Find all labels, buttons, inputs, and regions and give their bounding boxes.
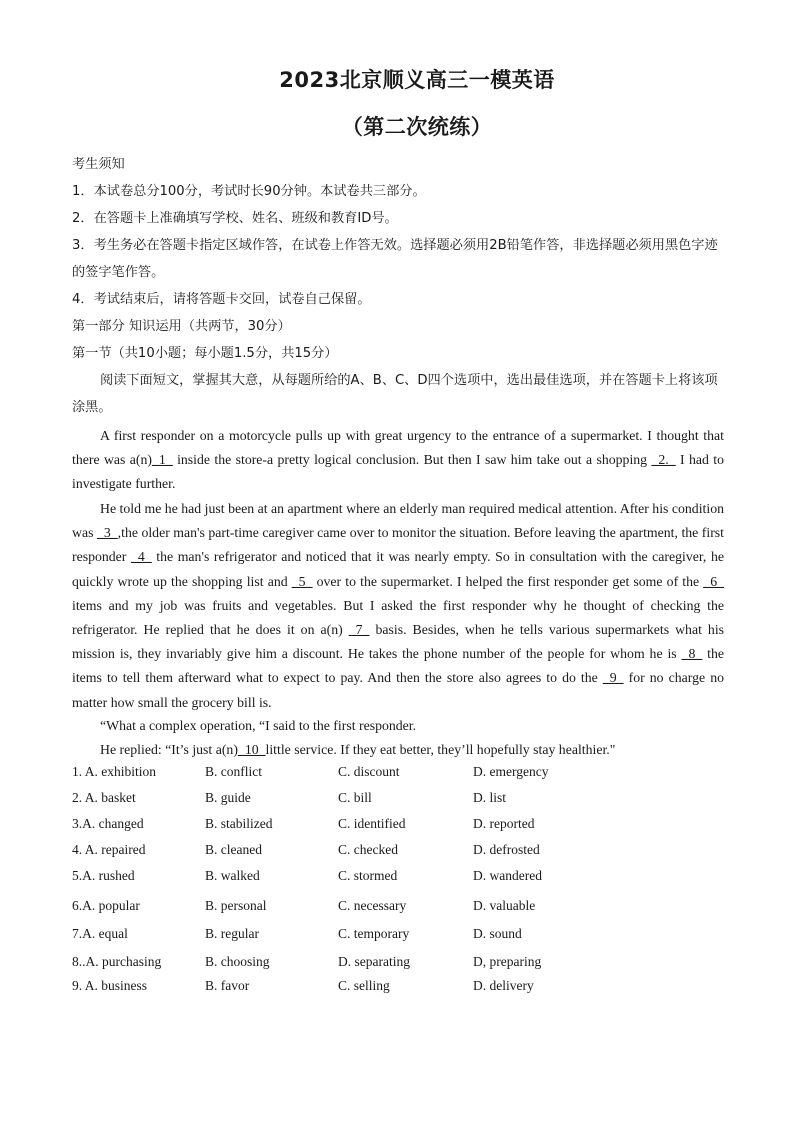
- option-d: D, preparing: [473, 954, 542, 969]
- blank-3: _3_: [96, 525, 118, 541]
- option-b: B. walked: [205, 868, 260, 883]
- blank-6: _6_: [703, 573, 724, 589]
- option-c: C. checked: [338, 842, 398, 857]
- blank-9: _9_: [602, 670, 624, 686]
- passage-text: I had to investigate further.: [72, 452, 724, 492]
- blank-10: _10_: [237, 742, 266, 757]
- option-d: D. sound: [473, 926, 522, 941]
- passage-text: the man's refrigerator and noticed that it was nearly empty. So in consultation with the caregiver, he quickly wrote up the shopping list and: [72, 549, 724, 589]
- instruction-item: 4．考试结束后，请将答题卡交回，试卷自己保留。: [72, 292, 371, 307]
- option-a: 9. A. business: [72, 978, 148, 993]
- option-c: C. stormed: [338, 868, 398, 883]
- option-c: D. separating: [338, 954, 410, 969]
- option-b: B. regular: [205, 926, 259, 941]
- passage-text: little service. If they eat better, they’ll hopefully stay healthier.": [265, 742, 616, 757]
- option-a: 6.A. popular: [72, 898, 140, 913]
- instruction-item: 2．在答题卡上准确填写学校、姓名、班级和教育ID号。: [72, 211, 398, 226]
- passage-paragraph-2: [72, 497, 724, 715]
- option-row: [72, 954, 724, 978]
- option-c: C. selling: [338, 978, 390, 993]
- option-c: C. temporary: [338, 926, 410, 941]
- option-row: [72, 842, 724, 868]
- option-c: C. necessary: [338, 898, 407, 913]
- passage-paragraph-4: [72, 738, 724, 762]
- blank-2: _2._: [651, 452, 676, 468]
- option-a: 1. A. exhibition: [72, 764, 156, 779]
- option-b: B. cleaned: [205, 842, 262, 857]
- option-row: [72, 978, 724, 1004]
- passage-text: He told me he had just been at an apartment where an elderly man required medical attention. After his condition was: [72, 501, 724, 541]
- option-b: B. choosing: [205, 954, 270, 969]
- option-row: [72, 926, 724, 952]
- instruction-item: 1．本试卷总分100分，考试时长90分钟。本试卷共三部分。: [72, 184, 426, 199]
- option-d: D. emergency: [473, 764, 549, 779]
- blank-1: _1_: [151, 452, 173, 468]
- section-heading: 第一节（共10小题；每小题1.5分，共15分）: [72, 346, 338, 361]
- option-d: D. defrosted: [473, 842, 540, 857]
- option-a: 2. A. basket: [72, 790, 136, 805]
- option-b: B. guide: [205, 790, 251, 805]
- part-heading: 第一部分 知识运用（共两节，30分）: [72, 319, 291, 334]
- blank-8: _8_: [681, 646, 703, 662]
- option-a: 3.A. changed: [72, 816, 144, 831]
- option-b: B. favor: [205, 978, 250, 993]
- option-row: [72, 790, 724, 816]
- passage-text: He replied: “It’s just a(n): [100, 742, 238, 757]
- page-subtitle: （第二次统练）: [341, 115, 493, 139]
- blank-4: _4_: [130, 549, 152, 565]
- passage-text: A first responder on a motorcycle pulls up with great urgency to the entrance of a supermarket. I thought that there was a(n): [72, 428, 724, 468]
- passage-paragraph-3: “What a complex operation, “I said to the first responder.: [100, 718, 417, 733]
- option-d: D. valuable: [473, 898, 536, 913]
- option-row: [72, 816, 724, 842]
- answer-options: [72, 764, 724, 998]
- option-a: 8..A. purchasing: [72, 954, 162, 969]
- passage-text: for no charge no matter how small the grocery bill is.: [72, 670, 724, 710]
- option-c: C. bill: [338, 790, 372, 805]
- option-row: [72, 898, 724, 926]
- passage-text: inside the store-a pretty logical conclusion. But then I saw him take out a shopping: [177, 452, 648, 468]
- option-b: B. personal: [205, 898, 267, 913]
- page-title: 2023北京顺义高三一模英语: [279, 68, 555, 92]
- option-b: B. conflict: [205, 764, 262, 779]
- directions-text: 阅读下面短文，掌握其大意，从每题所给的A、B、C、D四个选项中，选出最佳选项，并在答题卡上将该项涂黑。: [72, 373, 718, 415]
- option-row: [72, 868, 724, 894]
- option-a: 7.A. equal: [72, 926, 128, 941]
- option-c: C. discount: [338, 764, 400, 779]
- option-row: [72, 764, 724, 790]
- blank-7: _7_: [348, 622, 370, 638]
- option-d: D. delivery: [473, 978, 534, 993]
- instructions-heading: 考生须知: [72, 157, 125, 172]
- passage-text: the items to tell them afterward what to expect to pay. And then the store also agrees to do the: [72, 646, 725, 686]
- passage-paragraph-1: [72, 424, 724, 497]
- option-a: 4. A. repaired: [72, 842, 146, 857]
- option-d: D. wandered: [473, 868, 542, 883]
- passage-text: items and my job was fruits and vegetables. But I asked the first responder why he thought of checking the refrigerator. He replied that he does it on a(n): [72, 597, 724, 638]
- passage-text: basis. Besides, when he tells various supermarkets what his mission is, they invariably give him a discount. He takes the phone number of the people for whom he is: [72, 622, 725, 662]
- option-d: D. list: [473, 790, 507, 805]
- passage-text: over to the supermarket. I helped the first responder get some of the: [316, 573, 700, 589]
- option-d: D. reported: [473, 816, 535, 831]
- option-b: B. stabilized: [205, 816, 273, 831]
- passage-text: ,the older man's part-time caregiver came over to monitor the situation. Before leaving the apartment, the first responder: [72, 525, 724, 565]
- option-a: 5.A. rushed: [72, 868, 135, 883]
- blank-5: _5_: [291, 573, 313, 589]
- option-c: C. identified: [338, 816, 406, 831]
- instruction-item: 3．考生务必在答题卡指定区域作答，在试卷上作答无效。选择题必须用2B铅笔作答，非选择题必须用黑色字迹的签字笔作答。: [72, 238, 718, 280]
